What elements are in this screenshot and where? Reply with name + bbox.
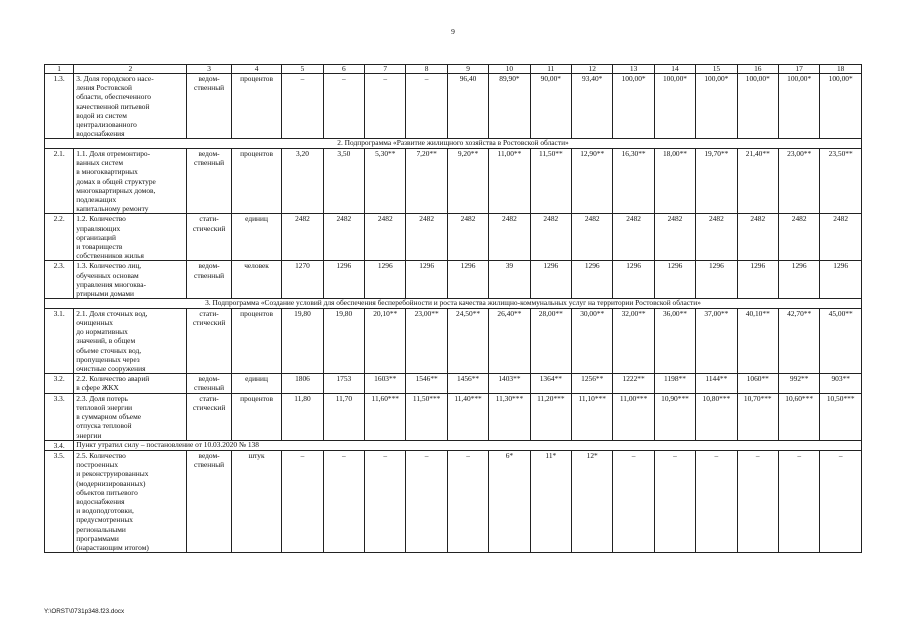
value-cell: – (820, 450, 862, 552)
value-cell: 23,00** (406, 308, 447, 373)
value-cell: 10,80*** (696, 393, 737, 440)
value-cell: 1296 (530, 261, 571, 299)
value-cell: – (696, 450, 737, 552)
table-row (45, 393, 862, 440)
header-cell: 7 (365, 65, 406, 74)
value-cell: 1546** (406, 374, 447, 393)
value-cell: 11,50*** (406, 393, 447, 440)
value-cell: 32,00** (613, 308, 654, 373)
value-cell: 100,00* (696, 74, 737, 139)
value-cell: 24,50** (447, 308, 488, 373)
value-cell: – (323, 74, 364, 139)
unit-of-measure: единиц (231, 214, 281, 261)
value-cell: 11,10*** (572, 393, 613, 440)
indicator-name: 1.2. Количество управляющих организаций и товариществ собственников жилья (74, 214, 187, 261)
value-cell: 100,00* (737, 74, 778, 139)
unit-of-measure: процентов (231, 74, 281, 139)
value-cell: 93,40* (572, 74, 613, 139)
value-cell: – (365, 74, 406, 139)
value-cell: 2482 (820, 214, 862, 261)
value-cell: 42,70** (778, 308, 819, 373)
value-cell: 30,00** (572, 308, 613, 373)
unit-of-measure: единиц (231, 374, 281, 393)
row-number: 1.3. (45, 74, 74, 139)
value-cell: 100,00* (820, 74, 862, 139)
table-row (45, 374, 862, 393)
value-cell: 10,90*** (654, 393, 695, 440)
header-cell: 10 (489, 65, 530, 74)
unit-of-measure: процентов (231, 149, 281, 214)
value-cell: 3,20 (282, 149, 323, 214)
indicator-name: 2.2. Количество аварий в сфере ЖКХ (74, 374, 187, 393)
header-cell: 9 (447, 65, 488, 74)
table-row (45, 149, 862, 214)
value-cell: 12* (572, 450, 613, 552)
value-cell: 19,80 (282, 308, 323, 373)
header-cell: 13 (613, 65, 654, 74)
value-cell: 1270 (282, 261, 323, 299)
section-row (45, 299, 862, 309)
value-cell: 11,00*** (613, 393, 654, 440)
value-cell: – (406, 450, 447, 552)
header-cell: 8 (406, 65, 447, 74)
value-cell: 39 (489, 261, 530, 299)
row-number: 2.1. (45, 149, 74, 214)
indicator-name: 1.1. Доля отремонтиро- ванных систем в многоквартирных домах в общей структуре многоквартирных домов, подлежащих капитальному ремонту (74, 149, 187, 214)
value-cell: 2482 (613, 214, 654, 261)
header-cell: 2 (74, 65, 187, 74)
header-row (45, 65, 862, 74)
value-cell: 21,40** (737, 149, 778, 214)
value-cell: 1806 (282, 374, 323, 393)
row-number: 3.1. (45, 308, 74, 373)
row-number: 3.2. (45, 374, 74, 393)
unit-of-measure: штук (231, 450, 281, 552)
value-cell: 2482 (406, 214, 447, 261)
value-cell: 11,00** (489, 149, 530, 214)
header-cell: 14 (654, 65, 695, 74)
value-cell: 1256** (572, 374, 613, 393)
value-cell: – (406, 74, 447, 139)
table-row (45, 450, 862, 552)
value-cell: 11,20*** (530, 393, 571, 440)
value-cell: 28,00** (530, 308, 571, 373)
value-cell: 2482 (282, 214, 323, 261)
value-cell: 1456** (447, 374, 488, 393)
value-cell: 11,50** (530, 149, 571, 214)
value-cell: – (282, 450, 323, 552)
value-cell: 18,00** (654, 149, 695, 214)
indicator-name: 2.3. Доля потерь тепловой энергии в суммарном объеме отпуска тепловой энергии (74, 393, 187, 440)
value-cell: 100,00* (613, 74, 654, 139)
header-cell: 3 (187, 65, 231, 74)
indicator-source: ведом- ственный (187, 74, 231, 139)
section-row (45, 139, 862, 149)
value-cell: 1603** (365, 374, 406, 393)
value-cell: 1296 (447, 261, 488, 299)
value-cell: – (654, 450, 695, 552)
row-number: 3.3. (45, 393, 74, 440)
header-cell: 17 (778, 65, 819, 74)
value-cell: 2482 (365, 214, 406, 261)
value-cell: 1296 (820, 261, 862, 299)
header-cell: 18 (820, 65, 862, 74)
value-cell: 3,50 (323, 149, 364, 214)
value-cell: 19,80 (323, 308, 364, 373)
value-cell: 100,00* (778, 74, 819, 139)
value-cell: 7,20** (406, 149, 447, 214)
unit-of-measure: процентов (231, 308, 281, 373)
indicator-source: стати- стический (187, 308, 231, 373)
indicator-name: 3. Доля городского насе- ления Ростовской области, обеспеченного качественной питьевой водой из систем централизованного водоснабжения (74, 74, 187, 139)
note-row (45, 440, 862, 450)
value-cell: 1403** (489, 374, 530, 393)
row-number: 2.2. (45, 214, 74, 261)
table-row (45, 261, 862, 299)
value-cell: – (778, 450, 819, 552)
value-cell: 11* (530, 450, 571, 552)
value-cell: 2482 (696, 214, 737, 261)
value-cell: 1296 (323, 261, 364, 299)
value-cell: 2482 (654, 214, 695, 261)
section-title: 2. Подпрограмма «Развитие жилищного хозяйства в Ростовской области» (45, 139, 862, 149)
header-cell: 5 (282, 65, 323, 74)
value-cell: 1296 (613, 261, 654, 299)
header-cell: 11 (530, 65, 571, 74)
file-path-footer: Y:\ORST\0731p348.f23.docx (44, 608, 125, 615)
table-row (45, 308, 862, 373)
value-cell: 1296 (365, 261, 406, 299)
value-cell: 1296 (737, 261, 778, 299)
value-cell: 100,00* (654, 74, 695, 139)
value-cell: 11,40*** (447, 393, 488, 440)
value-cell: 992** (778, 374, 819, 393)
table-row (45, 74, 862, 139)
value-cell: 26,40** (489, 308, 530, 373)
indicator-source: ведом- ственный (187, 149, 231, 214)
value-cell: 10,70*** (737, 393, 778, 440)
header-cell: 6 (323, 65, 364, 74)
value-cell: 11,80 (282, 393, 323, 440)
value-cell: – (365, 450, 406, 552)
header-cell: 15 (696, 65, 737, 74)
value-cell: 12,90** (572, 149, 613, 214)
value-cell: 1296 (696, 261, 737, 299)
value-cell: 1296 (778, 261, 819, 299)
row-number: 3.4. (45, 440, 74, 450)
value-cell: 9,20** (447, 149, 488, 214)
indicator-source: стати- стический (187, 393, 231, 440)
page-number: 9 (451, 27, 455, 36)
value-cell: 2482 (323, 214, 364, 261)
indicator-name: 2.1. Доля сточных вод, очищенных до нормативных значений, в общем объеме сточных вод, пропущенных через очистные сооружения (74, 308, 187, 373)
indicator-name: 1.3. Количество лиц, обученных основам управления многоква- ртирными домами (74, 261, 187, 299)
value-cell: 2482 (489, 214, 530, 261)
header-cell: 1 (45, 65, 74, 74)
indicator-source: ведом- ственный (187, 261, 231, 299)
value-cell: 10,50*** (820, 393, 862, 440)
value-cell: 1222** (613, 374, 654, 393)
value-cell: 2482 (737, 214, 778, 261)
row-number: 3.5. (45, 450, 74, 552)
value-cell: 90,00* (530, 74, 571, 139)
table-row (45, 214, 862, 261)
value-cell: 20,10** (365, 308, 406, 373)
value-cell: 1753 (323, 374, 364, 393)
value-cell: 1296 (572, 261, 613, 299)
value-cell: 96,40 (447, 74, 488, 139)
value-cell: 6* (489, 450, 530, 552)
value-cell: 2482 (447, 214, 488, 261)
value-cell: 5,30** (365, 149, 406, 214)
value-cell: 10,60*** (778, 393, 819, 440)
unit-of-measure: процентов (231, 393, 281, 440)
indicators-table (44, 64, 862, 553)
indicator-source: ведом- ственный (187, 450, 231, 552)
indicator-source: ведом- ственный (187, 374, 231, 393)
indicator-name: 2.5. Количество построенных и реконструированных (модернизированных) объектов питьевого водоснабжения и водоподготовки, предусмотренных региональными программами (нарастающим итогом) (74, 450, 187, 552)
value-cell: 36,00** (654, 308, 695, 373)
note-text: Пункт утратил силу – постановление от 10.03.2020 № 138 (74, 440, 862, 450)
value-cell: 11,70 (323, 393, 364, 440)
value-cell: 1364** (530, 374, 571, 393)
value-cell: – (737, 450, 778, 552)
value-cell: 903** (820, 374, 862, 393)
value-cell: 1296 (406, 261, 447, 299)
value-cell: 1296 (654, 261, 695, 299)
value-cell: 1198** (654, 374, 695, 393)
value-cell: 89,90* (489, 74, 530, 139)
row-number: 2.3. (45, 261, 74, 299)
value-cell: – (282, 74, 323, 139)
value-cell: 19,70** (696, 149, 737, 214)
value-cell: 45,00** (820, 308, 862, 373)
value-cell: 1060** (737, 374, 778, 393)
unit-of-measure: человек (231, 261, 281, 299)
value-cell: 2482 (572, 214, 613, 261)
indicator-source: стати- стический (187, 214, 231, 261)
value-cell: – (323, 450, 364, 552)
value-cell: 23,00** (778, 149, 819, 214)
section-title: 3. Подпрограмма «Создание условий для обеспечения бесперебойности и роста качества жилищно-коммунальных услуг на территории Ростовской области» (45, 299, 862, 309)
value-cell: 37,00** (696, 308, 737, 373)
value-cell: 11,60*** (365, 393, 406, 440)
value-cell: 16,30** (613, 149, 654, 214)
header-cell: 4 (231, 65, 281, 74)
value-cell: – (447, 450, 488, 552)
value-cell: 11,30*** (489, 393, 530, 440)
value-cell: 2482 (530, 214, 571, 261)
value-cell: 40,10** (737, 308, 778, 373)
value-cell: 1144** (696, 374, 737, 393)
header-cell: 16 (737, 65, 778, 74)
header-cell: 12 (572, 65, 613, 74)
value-cell: 2482 (778, 214, 819, 261)
value-cell: 23,50** (820, 149, 862, 214)
value-cell: – (613, 450, 654, 552)
